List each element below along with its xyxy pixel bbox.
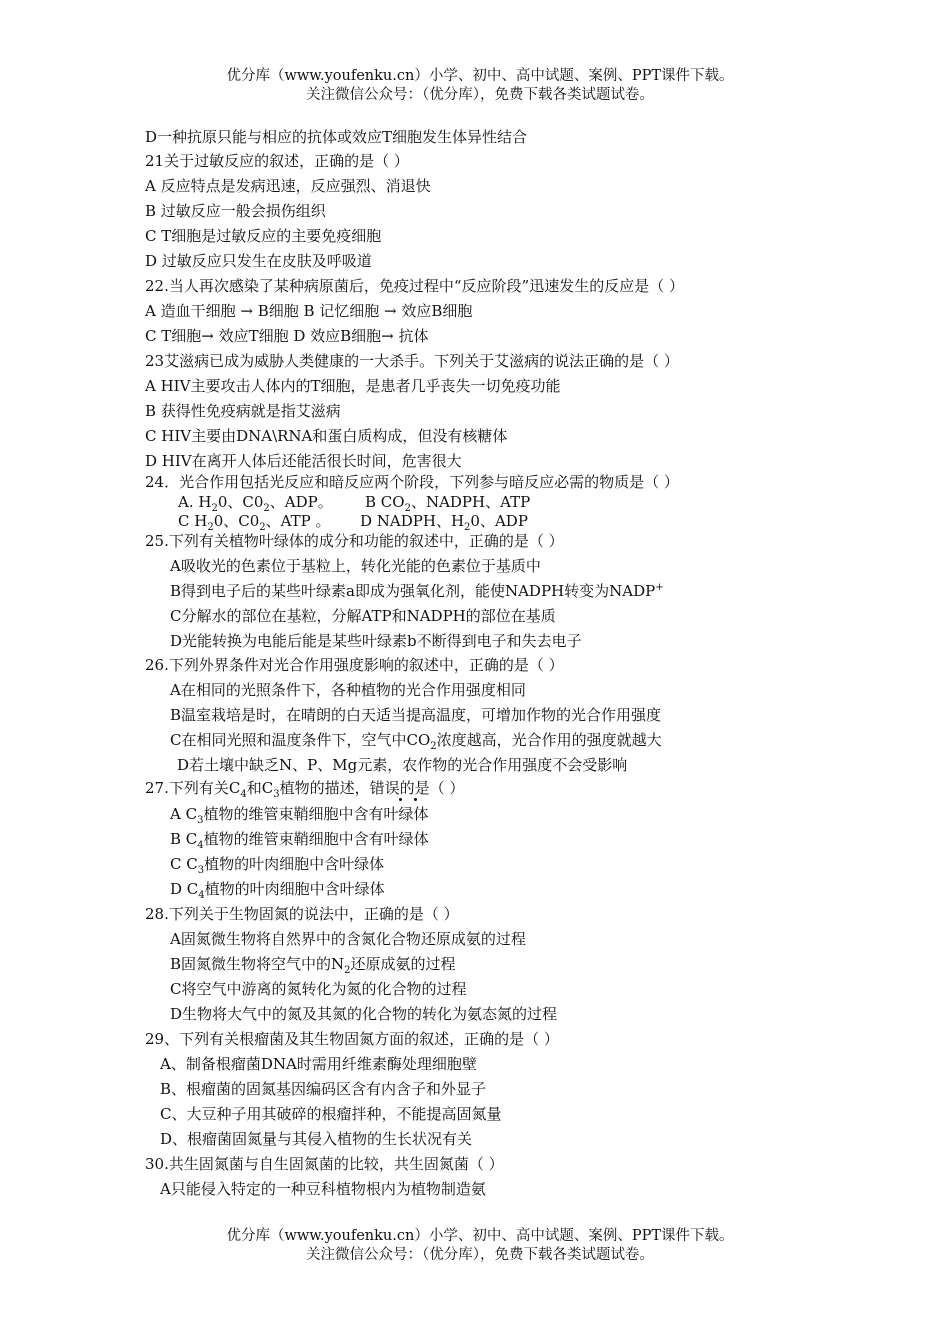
q29-option-a: A、制备根瘤菌DNA时需用纤维素酶处理细胞壁 (160, 1055, 477, 1073)
q24-option-d: D NADPH、$H_20$、ADP (360, 512, 528, 533)
q29-option-c: C、大豆种子用其破碎的根瘤拌种，不能提高固氮量 (160, 1105, 502, 1123)
page-footer (0, 1227, 950, 1265)
q23-option-a: A HIV主要攻击人体内的T细胞，是患者几乎丧失一切免疫功能 (145, 377, 561, 395)
q28-option-a: A固氮微生物将自然界中的含氮化合物还原成氨的过程 (170, 930, 526, 948)
q26-stem: 26.下列外界条件对光合作用强度影响的叙述中，正确的是（ ） (145, 656, 564, 674)
emphasis-dot (399, 798, 402, 801)
q25-option-a: A吸收光的色素位于基粒上，转化光能的色素位于基质中 (170, 557, 541, 575)
q22-options-ab: A 造血干细胞 → B细胞 B 记忆细胞 → 效应B细胞 (145, 302, 473, 320)
q29-option-d: D、根瘤菌固氮量与其侵入植物的生长状况有关 (160, 1130, 473, 1148)
q30-option-a: A只能侵入特定的一种豆科植物根内为植物制造氨 (160, 1180, 486, 1198)
q23-option-d: D HIV在离开人体后还能活很长时间，危害很大 (145, 452, 462, 470)
q24-option-a: A. $H_20$、$C0_2$、ADP。 (178, 493, 333, 514)
q26-option-c: C在相同光照和温度条件下，空气中$CO_2$浓度越高，光合作用的强度就越大 (170, 731, 662, 752)
q21-option-b: B 过敏反应一般会损伤组织 (145, 202, 326, 220)
footer-line-1: 优分库（www.youfenku.cn）小学、初中、高中试题、案例、PPT课件下载。 (226, 1228, 734, 1244)
q27-option-d: D $C_4$植物的叶肉细胞中含叶绿体 (170, 880, 385, 901)
q28-option-d: D生物将大气中的氮及其氮的化合物的转化为氨态氮的过程 (170, 1005, 558, 1023)
q25-option-c: C分解水的部位在基粒，分解ATP和NADPH的部位在基质 (170, 607, 556, 625)
q26-option-b: B温室栽培是时，在晴朗的白天适当提高温度，可增加作物的光合作用强度 (170, 706, 662, 724)
q21-option-a: A 反应特点是发病迅速，反应强烈、消退快 (145, 177, 431, 195)
q25-option-b: B得到电子后的某些叶绿素a即成为强氧化剂，能使NADPH转变为NADP+ (170, 582, 664, 600)
q26-option-a: A在相同的光照条件下，各种植物的光合作用强度相同 (170, 681, 526, 699)
q23-option-b: B 获得性免疫病就是指艾滋病 (145, 402, 341, 420)
q25-stem: 25.下列有关植物叶绿体的成分和功能的叙述中，正确的是（ ） (145, 532, 564, 550)
q27-option-a: A $C_3$植物的维管束鞘细胞中含有叶绿体 (170, 805, 429, 826)
q29-stem: 29、下列有关根瘤菌及其生物固氮方面的叙述，正确的是（ ） (145, 1030, 559, 1048)
q29-option-b: B、根瘤菌的固氮基因编码区含有内含子和外显子 (160, 1080, 487, 1098)
q28-stem: 28.下列关于生物固氮的说法中，正确的是（ ） (145, 905, 459, 923)
q21-option-d: D 过敏反应只发生在皮肤及呼吸道 (145, 252, 372, 270)
q24-option-b: B $CO_2$、NADPH、ATP (365, 493, 531, 514)
q28-option-b: B固氮微生物将空气中的$N_2$还原成氨的过程 (170, 955, 456, 976)
q24-option-c: C $H_20$、$C0_2$、ATP 。 (178, 512, 331, 533)
q26-option-d: D若土壤中缺乏N、P、Mg元素，农作物的光合作用强度不会受影响 (177, 756, 628, 774)
q27-stem: 27.下列有关$C_4$和$C_3$植物的描述，错误的是（ ） (145, 779, 465, 800)
header-line-1: 优分库（www.youfenku.cn）小学、初中、高中试题、案例、PPT课件下载。 (226, 68, 734, 84)
q20-option-d: D一种抗原只能与相应的抗体或效应T细胞发生体异性结合 (145, 128, 528, 146)
q23-stem: 23艾滋病已成为威胁人类健康的一大杀手。下列关于艾滋病的说法正确的是（ ） (145, 352, 679, 370)
emphasis-dot (414, 798, 417, 801)
q22-stem: 22.当人再次感染了某种病原菌后，免疫过程中“反应阶段”迅速发生的反应是（ ） (145, 277, 684, 295)
q21-option-c: C T细胞是过敏反应的主要免疫细胞 (145, 227, 382, 245)
q23-option-c: C HIV主要由DNA\RNA和蛋白质构成，但没有核糖体 (145, 427, 508, 445)
q27-option-c: C $C_3$植物的叶肉细胞中含叶绿体 (170, 855, 385, 876)
q24-stem: 24．光合作用包括光反应和暗反应两个阶段，下列参与暗反应必需的物质是（ ） (145, 473, 679, 491)
q30-stem: 30.共生固氮菌与自生固氮菌的比较，共生固氮菌（ ） (145, 1155, 504, 1173)
q28-option-c: C将空气中游离的氮转化为氮的化合物的过程 (170, 980, 467, 998)
header-line-2: 关注微信公众号：（优分库），免费下载各类试题试卷。 (306, 87, 654, 103)
q22-options-cd: C T细胞→ 效应T细胞 D 效应B细胞→ 抗体 (145, 327, 429, 345)
q27-option-b: B $C_4$植物的维管束鞘细胞中含有叶绿体 (170, 830, 429, 851)
q21-stem: 21关于过敏反应的叙述，正确的是（ ） (145, 152, 409, 170)
page-header (0, 67, 950, 105)
q25-option-d: D光能转换为电能后能是某些叶绿素b不断得到电子和失去电子 (170, 632, 582, 650)
footer-line-2: 关注微信公众号：（优分库），免费下载各类试题试卷。 (306, 1247, 654, 1263)
